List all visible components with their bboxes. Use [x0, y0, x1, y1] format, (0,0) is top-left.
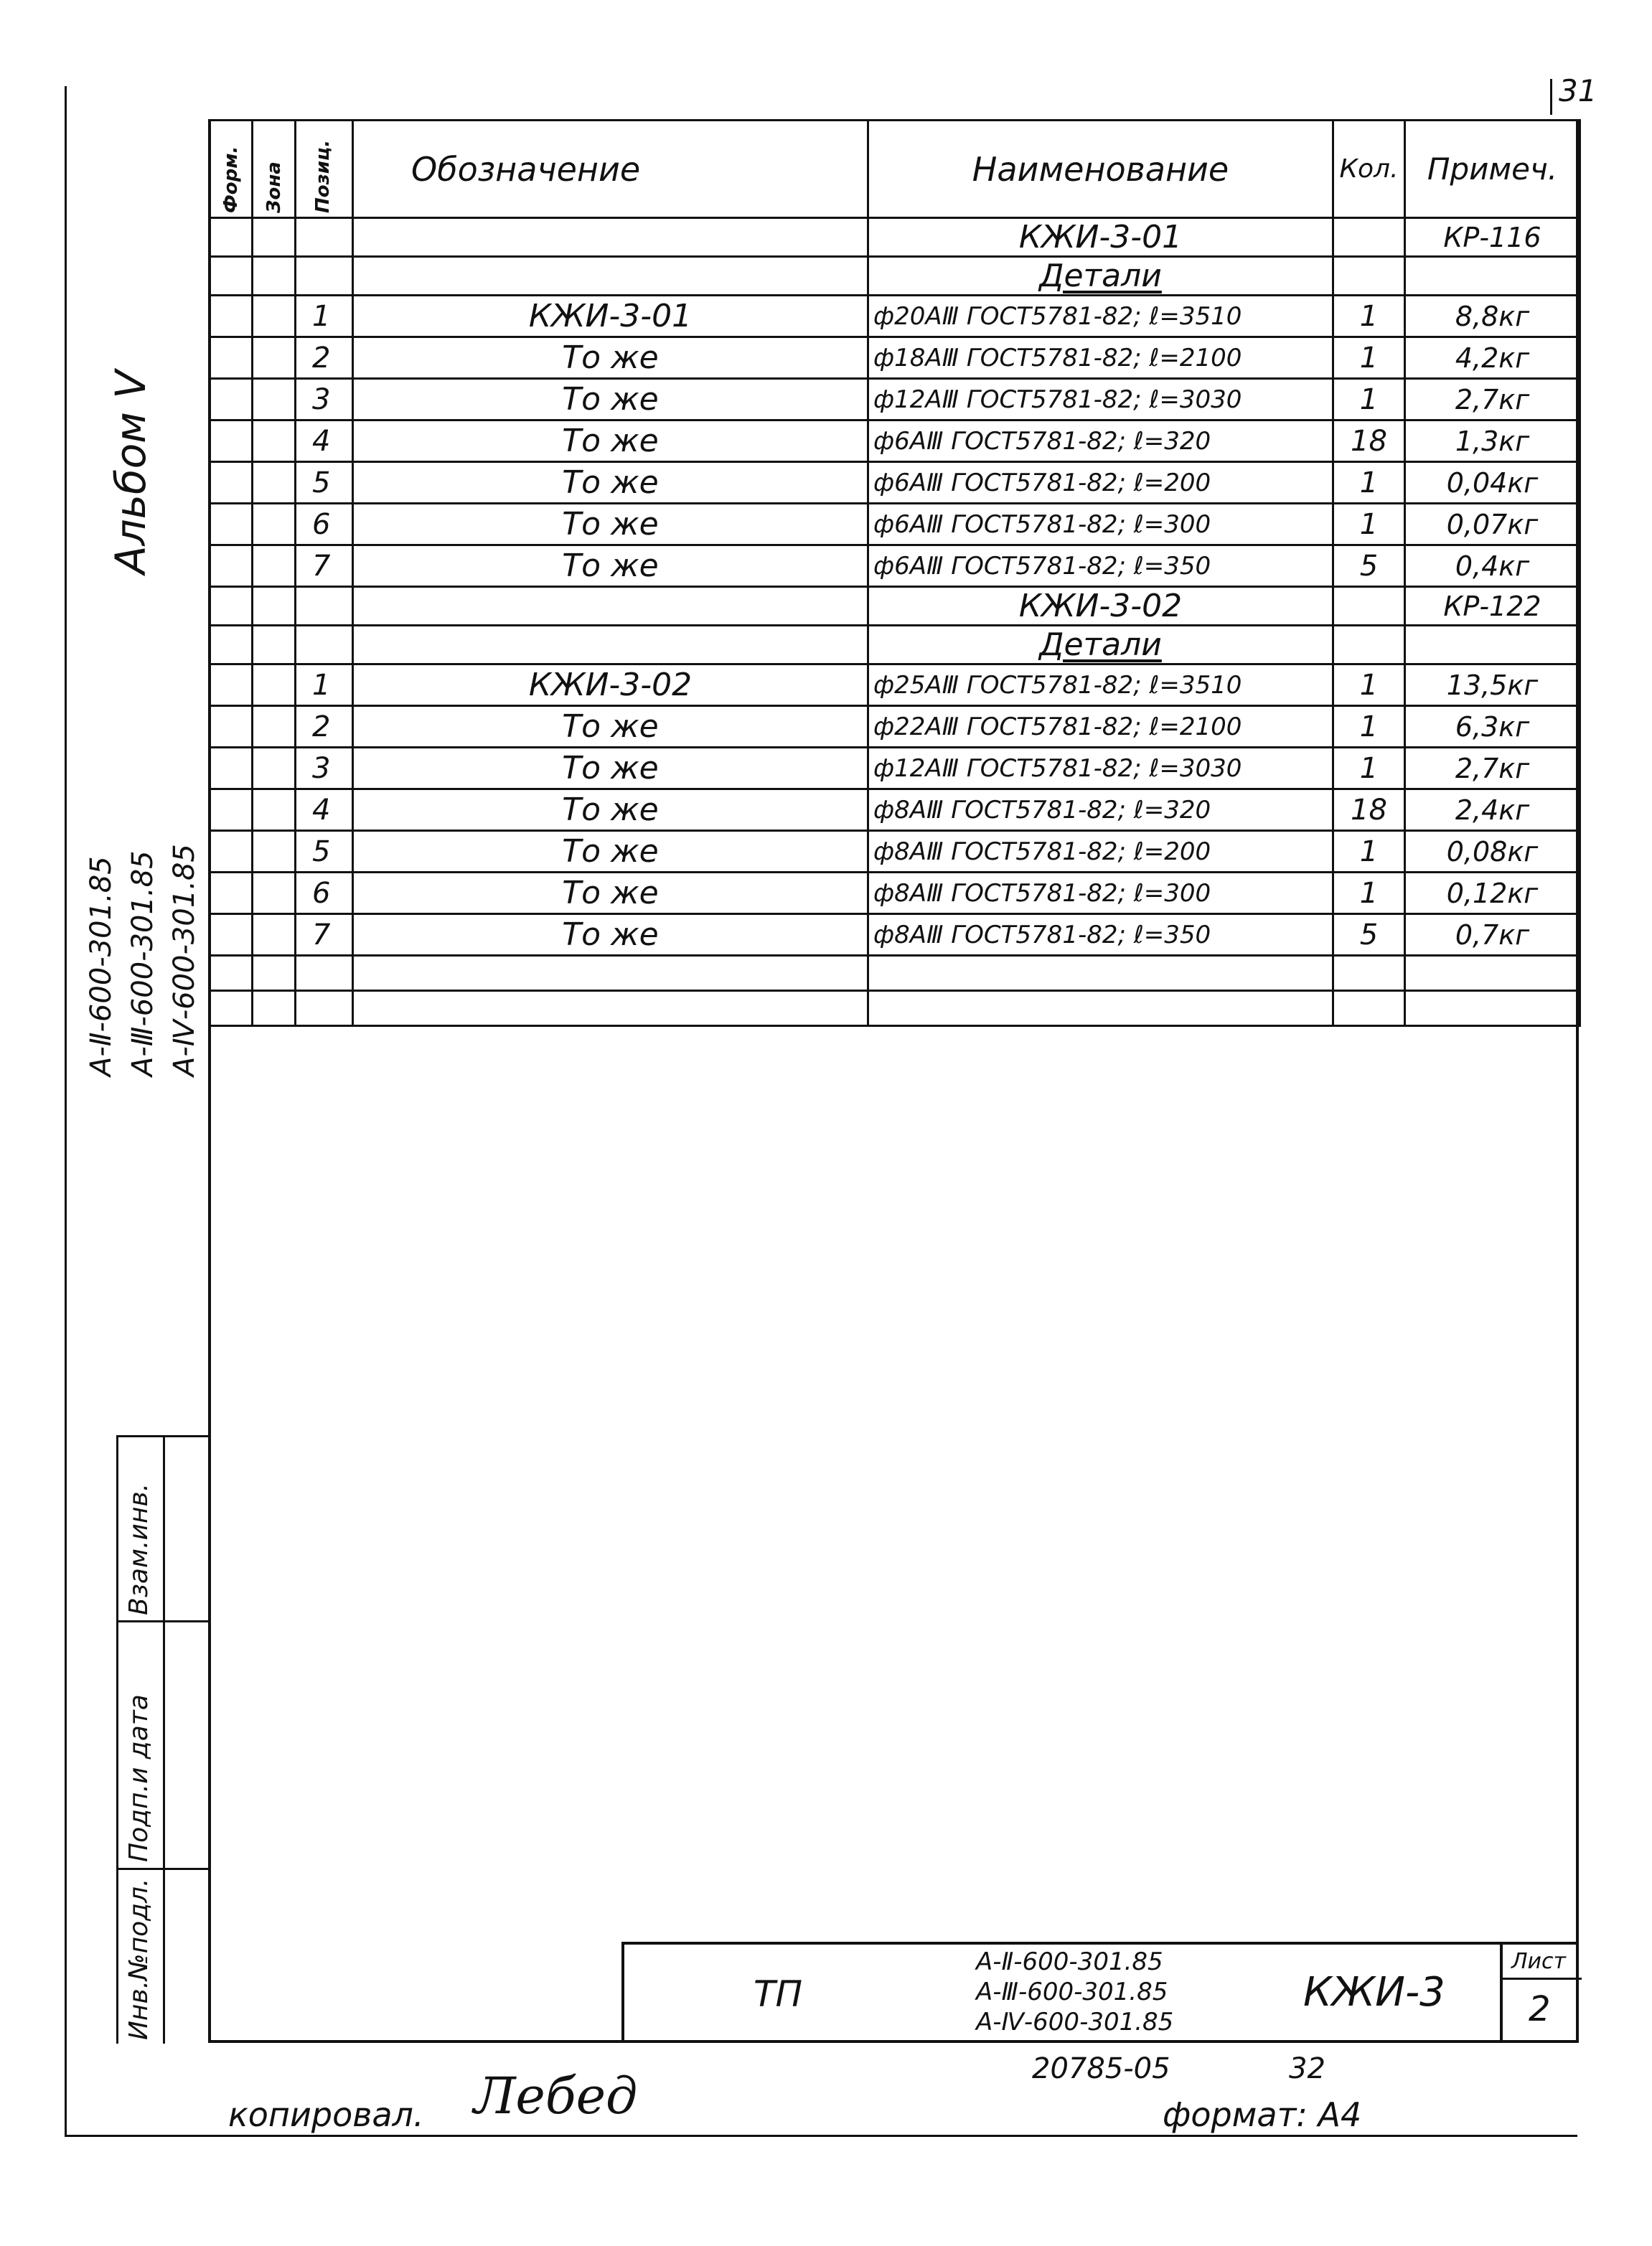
- cell-position: [296, 706, 353, 748]
- cell-designation: [353, 789, 868, 831]
- cell-quantity-text: 1: [1359, 835, 1379, 868]
- copied-label: копировал.: [228, 2095, 424, 2134]
- cell-note: [1405, 337, 1580, 379]
- cell-format: [210, 420, 253, 462]
- cell-designation-text: То же: [562, 464, 659, 501]
- cell-name: [868, 873, 1333, 914]
- cell-note-text: 13,5кг: [1446, 669, 1539, 701]
- cell-name-text: ф12АⅢ ГОСТ5781-82; ℓ=3030: [873, 753, 1242, 783]
- cell-name: [868, 420, 1333, 462]
- cell-name-text: ф6АⅢ ГОСТ5781-82; ℓ=320: [873, 426, 1211, 456]
- cell-note: [1405, 956, 1580, 991]
- cell-designation-text: То же: [562, 506, 659, 542]
- cell-position: [296, 420, 353, 462]
- cell-position-text: 7: [312, 549, 331, 583]
- cell-designation: [353, 296, 868, 337]
- cell-position-text: 3: [312, 382, 331, 416]
- cell-zone: [253, 748, 296, 789]
- cell-quantity: [1333, 257, 1405, 296]
- title-code-2: А-Ⅲ-600-301.85: [976, 1978, 1168, 2006]
- cell-note: [1405, 664, 1580, 706]
- cell-position: [296, 337, 353, 379]
- cell-zone: [253, 218, 296, 257]
- cell-format: [210, 626, 253, 664]
- cell-position-text: 5: [312, 835, 331, 868]
- cell-note-text: 0,12кг: [1446, 877, 1539, 909]
- cell-zone: [253, 789, 296, 831]
- cell-position: [296, 504, 353, 545]
- cell-zone: [253, 706, 296, 748]
- cell-quantity-text: 1: [1359, 299, 1379, 333]
- cell-note-text: КР-122: [1443, 590, 1541, 622]
- cell-designation: [353, 873, 868, 914]
- cell-designation-text: То же: [562, 423, 659, 459]
- cell-name-text: ф18АⅢ ГОСТ5781-82; ℓ=2100: [873, 343, 1242, 372]
- stamp-field-podp: Подп.и дата: [124, 1694, 154, 1862]
- table-row: [210, 296, 1580, 337]
- sheet-left-border: [65, 86, 67, 2137]
- cell-quantity: [1333, 218, 1405, 257]
- cell-name-text: ф8АⅢ ГОСТ5781-82; ℓ=350: [873, 920, 1211, 949]
- header-format: Форм.: [210, 121, 253, 218]
- cell-note-text: 4,2кг: [1455, 342, 1530, 374]
- cell-name: [868, 706, 1333, 748]
- cell-position: [296, 873, 353, 914]
- cell-zone: [253, 296, 296, 337]
- cell-designation-text: КЖИ-3-02: [528, 667, 693, 703]
- cell-position: [296, 991, 353, 1026]
- cell-name: [868, 545, 1333, 587]
- cell-zone: [253, 257, 296, 296]
- table-row: [210, 831, 1580, 873]
- cell-format: [210, 664, 253, 706]
- cell-note: [1405, 379, 1580, 420]
- cell-note-text: 0,08кг: [1446, 835, 1539, 868]
- cell-designation: [353, 748, 868, 789]
- cell-name-text: ф6АⅢ ГОСТ5781-82; ℓ=200: [873, 468, 1211, 497]
- cell-quantity-text: 1: [1359, 507, 1379, 541]
- side-code-1: А-Ⅱ-600-301.85: [85, 856, 118, 1076]
- cell-designation: [353, 626, 868, 664]
- cell-zone: [253, 914, 296, 956]
- title-document: КЖИ-3: [1303, 1969, 1445, 2016]
- cell-quantity: [1333, 379, 1405, 420]
- table-row: [210, 748, 1580, 789]
- cell-name: [868, 626, 1333, 664]
- cell-name-text: ф8АⅢ ГОСТ5781-82; ℓ=320: [873, 795, 1211, 824]
- cell-quantity-text: 1: [1359, 341, 1379, 375]
- cell-quantity: [1333, 664, 1405, 706]
- cell-format: [210, 956, 253, 991]
- cell-quantity-text: 18: [1351, 424, 1387, 458]
- cell-name-text: ф6АⅢ ГОСТ5781-82; ℓ=350: [873, 551, 1211, 581]
- cell-position-text: 4: [312, 793, 331, 827]
- table-row: [210, 706, 1580, 748]
- header-zone: Зона: [253, 121, 296, 218]
- cell-designation: [353, 991, 868, 1026]
- cell-quantity: [1333, 626, 1405, 664]
- cell-position: [296, 626, 353, 664]
- cell-position: [296, 296, 353, 337]
- cell-position: [296, 545, 353, 587]
- cell-name: [868, 831, 1333, 873]
- cell-position-text: 3: [312, 751, 331, 785]
- cell-format: [210, 337, 253, 379]
- cell-position: [296, 664, 353, 706]
- cell-format: [210, 706, 253, 748]
- cell-position-text: 6: [312, 507, 331, 541]
- cell-quantity: [1333, 337, 1405, 379]
- cell-name: [868, 748, 1333, 789]
- cell-format: [210, 991, 253, 1026]
- cell-position-text: 4: [312, 424, 331, 458]
- cell-note: [1405, 914, 1580, 956]
- cell-quantity-text: 1: [1359, 668, 1379, 702]
- cell-name: [868, 462, 1333, 504]
- cell-name: [868, 337, 1333, 379]
- cell-name: [868, 379, 1333, 420]
- stamp-field-vzam: Взам.инв.: [124, 1483, 154, 1615]
- cell-position: [296, 218, 353, 257]
- cell-note-text: КР-116: [1443, 221, 1541, 253]
- cell-designation-text: То же: [562, 339, 659, 376]
- sheet-label: Лист: [1511, 1949, 1567, 1974]
- cell-quantity: [1333, 831, 1405, 873]
- title-block: [621, 1942, 1579, 2043]
- cell-position-text: 2: [312, 710, 331, 743]
- cell-quantity: [1333, 914, 1405, 956]
- cell-quantity: [1333, 956, 1405, 991]
- header-position: Позиц.: [296, 121, 353, 218]
- cell-format: [210, 545, 253, 587]
- cell-zone: [253, 956, 296, 991]
- cell-note: [1405, 420, 1580, 462]
- table-row: [210, 379, 1580, 420]
- cell-quantity-text: 1: [1359, 710, 1379, 743]
- cell-zone: [253, 991, 296, 1026]
- cell-note-text: 0,07кг: [1446, 508, 1539, 540]
- cell-designation-text: КЖИ-3-01: [528, 298, 693, 334]
- cell-designation: [353, 914, 868, 956]
- side-code-3: А-Ⅳ-600-301.85: [168, 844, 201, 1076]
- cell-designation: [353, 379, 868, 420]
- cell-name: [868, 914, 1333, 956]
- cell-quantity: [1333, 706, 1405, 748]
- format-label: формат: А4: [1163, 2095, 1362, 2134]
- header-quantity: Кол.: [1333, 121, 1405, 218]
- page-number-divider: [1550, 79, 1552, 115]
- table-row: [210, 218, 1580, 257]
- cell-designation: [353, 545, 868, 587]
- cell-designation: [353, 504, 868, 545]
- stamp-field-inv: Инв.№подл.: [124, 1878, 154, 2040]
- cell-designation: [353, 831, 868, 873]
- stamp-divider-1: [118, 1620, 210, 1622]
- table-row: [210, 914, 1580, 956]
- cell-position: [296, 914, 353, 956]
- cell-designation-text: То же: [562, 833, 659, 870]
- cell-note-text: 1,3кг: [1455, 425, 1530, 457]
- archive-page: 32: [1289, 2052, 1325, 2085]
- cell-format: [210, 257, 253, 296]
- cell-quantity: [1333, 873, 1405, 914]
- sheet-box: [1500, 1945, 1582, 2040]
- cell-quantity-text: 1: [1359, 466, 1379, 499]
- header-note: Примеч.: [1405, 121, 1580, 218]
- cell-note-text: 2,7кг: [1455, 383, 1530, 415]
- cell-quantity: [1333, 504, 1405, 545]
- cell-quantity: [1333, 420, 1405, 462]
- cell-position: [296, 257, 353, 296]
- cell-name-text: ф25АⅢ ГОСТ5781-82; ℓ=3510: [873, 670, 1242, 700]
- title-code-1: А-Ⅱ-600-301.85: [976, 1947, 1163, 1976]
- stamp-divider-vertical: [163, 1437, 165, 2044]
- cell-name: [868, 257, 1333, 296]
- table-row: [210, 956, 1580, 991]
- cell-name: [868, 956, 1333, 991]
- cell-note: [1405, 706, 1580, 748]
- side-code-2: А-Ⅲ-600-301.85: [126, 850, 159, 1076]
- cell-designation-text: То же: [562, 708, 659, 745]
- cell-zone: [253, 379, 296, 420]
- cell-name-text: ф20АⅢ ГОСТ5781-82; ℓ=3510: [873, 301, 1242, 331]
- cell-position: [296, 462, 353, 504]
- cell-zone: [253, 504, 296, 545]
- cell-position: [296, 831, 353, 873]
- cell-format: [210, 504, 253, 545]
- cell-note-text: 8,8кг: [1455, 300, 1530, 332]
- cell-note: [1405, 218, 1580, 257]
- cell-zone: [253, 664, 296, 706]
- cell-note: [1405, 296, 1580, 337]
- sheet-bottom-border: [65, 2135, 1577, 2137]
- album-label: Альбом Ⅴ: [106, 370, 155, 574]
- cell-note: [1405, 462, 1580, 504]
- cell-note-text: 0,04кг: [1446, 466, 1539, 499]
- cell-zone: [253, 337, 296, 379]
- signature: Лебед: [474, 2067, 638, 2125]
- cell-note: [1405, 748, 1580, 789]
- cell-quantity-text: 1: [1359, 382, 1379, 416]
- table-row: [210, 504, 1580, 545]
- cell-format: [210, 379, 253, 420]
- cell-quantity: [1333, 462, 1405, 504]
- cell-quantity: [1333, 296, 1405, 337]
- cell-note-text: 6,3кг: [1455, 710, 1530, 743]
- cell-note: [1405, 587, 1580, 626]
- table-row: [210, 664, 1580, 706]
- cell-position-text: 6: [312, 876, 331, 910]
- cell-name-text: ф6АⅢ ГОСТ5781-82; ℓ=300: [873, 509, 1211, 539]
- table-row: [210, 337, 1580, 379]
- cell-quantity: [1333, 587, 1405, 626]
- archive-number: 20785-05: [1032, 2052, 1170, 2085]
- cell-designation-text: То же: [562, 548, 659, 584]
- cell-name-text: ф12АⅢ ГОСТ5781-82; ℓ=3030: [873, 385, 1242, 414]
- cell-note: [1405, 789, 1580, 831]
- cell-format: [210, 789, 253, 831]
- cell-quantity-text: 5: [1359, 918, 1379, 952]
- cell-name-text: ф22АⅢ ГОСТ5781-82; ℓ=2100: [873, 712, 1242, 741]
- cell-position-text: 1: [312, 299, 331, 333]
- cell-note: [1405, 257, 1580, 296]
- cell-name-text: Детали: [1039, 626, 1162, 663]
- table-row: [210, 587, 1580, 626]
- table-row: [210, 873, 1580, 914]
- table-row: [210, 789, 1580, 831]
- cell-position: [296, 587, 353, 626]
- table-row: [210, 257, 1580, 296]
- cell-designation: [353, 218, 868, 257]
- cell-designation: [353, 337, 868, 379]
- cell-name: [868, 789, 1333, 831]
- cell-designation-text: То же: [562, 791, 659, 828]
- cell-position-text: 5: [312, 466, 331, 499]
- cell-note-text: 0,7кг: [1455, 918, 1530, 951]
- cell-name-text: ф8АⅢ ГОСТ5781-82; ℓ=300: [873, 878, 1211, 908]
- cell-format: [210, 914, 253, 956]
- cell-designation-text: То же: [562, 916, 659, 953]
- cell-name-text: КЖИ-3-02: [1018, 588, 1183, 624]
- cell-designation-text: То же: [562, 381, 659, 418]
- cell-format: [210, 748, 253, 789]
- sheet-box-divider: [1503, 1978, 1582, 1980]
- cell-format: [210, 873, 253, 914]
- cell-name-text: Детали: [1039, 258, 1162, 294]
- cell-quantity: [1333, 991, 1405, 1026]
- table-row: [210, 462, 1580, 504]
- cell-name: [868, 991, 1333, 1026]
- cell-position: [296, 789, 353, 831]
- cell-name: [868, 587, 1333, 626]
- cell-designation: [353, 664, 868, 706]
- cell-note-text: 2,4кг: [1455, 794, 1530, 826]
- cell-designation: [353, 257, 868, 296]
- cell-quantity-text: 18: [1351, 793, 1387, 827]
- stamp-block: [116, 1435, 210, 2044]
- sheet-number: 2: [1529, 1989, 1551, 2029]
- cell-position: [296, 956, 353, 991]
- cell-position-text: 2: [312, 341, 331, 375]
- cell-zone: [253, 831, 296, 873]
- cell-format: [210, 218, 253, 257]
- cell-format: [210, 462, 253, 504]
- table-row: [210, 420, 1580, 462]
- title-code-3: А-Ⅳ-600-301.85: [976, 2008, 1174, 2036]
- cell-designation: [353, 587, 868, 626]
- cell-name: [868, 664, 1333, 706]
- cell-note: [1405, 873, 1580, 914]
- cell-name: [868, 218, 1333, 257]
- cell-note: [1405, 626, 1580, 664]
- cell-quantity-text: 1: [1359, 876, 1379, 910]
- cell-designation: [353, 420, 868, 462]
- cell-note: [1405, 545, 1580, 587]
- cell-note: [1405, 831, 1580, 873]
- cell-format: [210, 587, 253, 626]
- cell-format: [210, 296, 253, 337]
- cell-note: [1405, 991, 1580, 1026]
- specification-table: [208, 119, 1581, 1027]
- header-name: Наименование: [868, 121, 1333, 218]
- cell-note-text: 0,4кг: [1455, 550, 1530, 582]
- table-row: [210, 991, 1580, 1026]
- cell-position-text: 7: [312, 918, 331, 952]
- cell-name: [868, 504, 1333, 545]
- cell-zone: [253, 545, 296, 587]
- cell-note: [1405, 504, 1580, 545]
- cell-quantity-text: 1: [1359, 751, 1379, 785]
- stamp-divider-2: [118, 1868, 210, 1870]
- cell-quantity: [1333, 545, 1405, 587]
- cell-designation: [353, 462, 868, 504]
- cell-designation-text: То же: [562, 750, 659, 786]
- page-number: 31: [1559, 73, 1597, 108]
- cell-zone: [253, 462, 296, 504]
- cell-format: [210, 831, 253, 873]
- cell-designation: [353, 706, 868, 748]
- cell-zone: [253, 420, 296, 462]
- cell-quantity: [1333, 748, 1405, 789]
- cell-position-text: 1: [312, 668, 331, 702]
- cell-zone: [253, 626, 296, 664]
- cell-quantity-text: 5: [1359, 549, 1379, 583]
- cell-position: [296, 379, 353, 420]
- cell-note-text: 2,7кг: [1455, 752, 1530, 784]
- cell-zone: [253, 873, 296, 914]
- cell-zone: [253, 587, 296, 626]
- cell-position: [296, 748, 353, 789]
- cell-name-text: ф8АⅢ ГОСТ5781-82; ℓ=200: [873, 837, 1211, 866]
- cell-designation: [353, 956, 868, 991]
- title-tp: ТП: [754, 1973, 803, 2015]
- cell-designation-text: То же: [562, 875, 659, 911]
- cell-name-text: КЖИ-3-01: [1018, 219, 1183, 255]
- cell-name: [868, 296, 1333, 337]
- header-designation: Обозначение: [353, 121, 868, 218]
- table-row: [210, 545, 1580, 587]
- cell-quantity: [1333, 789, 1405, 831]
- table-row: [210, 626, 1580, 664]
